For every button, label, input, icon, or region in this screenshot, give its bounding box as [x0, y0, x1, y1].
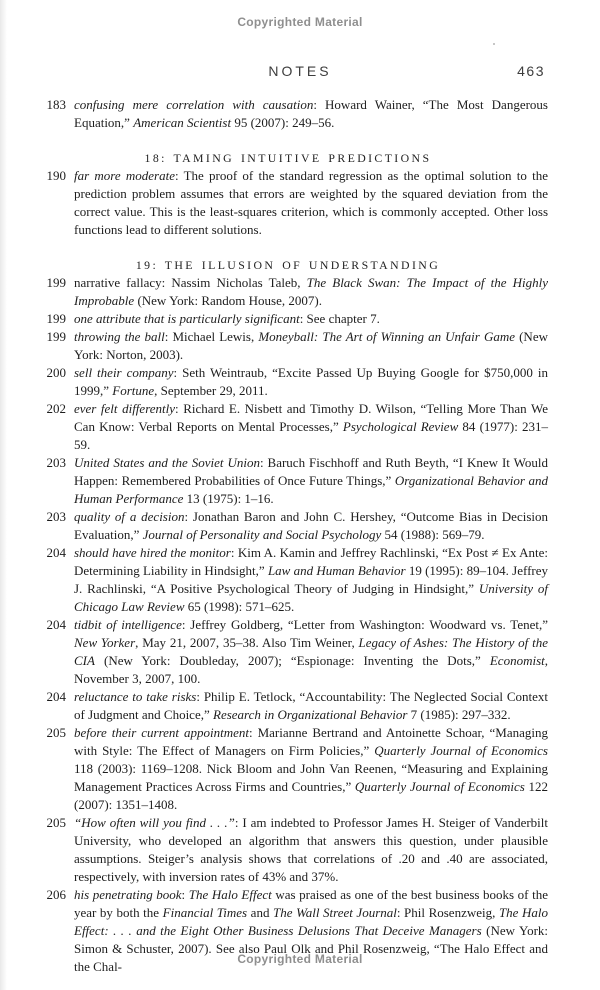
entry-page-ref: 199 [46, 311, 66, 326]
entry-page-ref: 203 [46, 509, 66, 524]
running-head [0, 63, 600, 81]
entry-text: ever felt differently: Richard E. Nisbett and Timothy D. Wilson, “Telling More Than We Can Know: Verbal Reports on Mental Processes,” Psychological Review 84 (1977): 231–59. [74, 401, 548, 452]
entry-text: sell their company: Seth Weintraub, “Excite Passed Up Buying Google for $750,000 in 1999,” Fortune, September 29, 2011. [74, 365, 548, 398]
note-entry [28, 724, 548, 814]
note-entry [28, 814, 548, 886]
entry-page-ref: 205 [46, 725, 66, 740]
entry-text: tidbit of intelligence: Jeffrey Goldberg, “Letter from Washington: Woodward vs. Tenet,” New Yorker, May 21, 2007, 35–38. Also Tim Weiner, Legacy of Ashes: The History of the CIA (New York: Doubleday, 2007); “Espionage: Inventing the Dots,” Economist, November 3, 2007, 100. [74, 617, 548, 686]
entry-text: “How often will you find . . .”: I am indebted to Professor James H. Steiger of Vanderbilt University, who developed an algorithm that answers this question, under plausible assumptions. Steiger’s analysis shows that correlations of .20 and .40 are associated, respectively, with inversion rates of 43% and 37%. [74, 815, 549, 884]
page-title: NOTES [268, 63, 332, 79]
entry-text: should have hired the monitor: Kim A. Kamin and Jeffrey Rachlinski, “Ex Post ≠ Ex Ante: Determining Liability in Hindsight,” Law and Human Behavior 19 (1995): 89–104. Jeffrey J. Rachlinski, “A Positive Psychological Theory of Judging in Hindsight,” University of Chicago Law Review 65 (1998): 571–625. [74, 545, 549, 614]
entry-text: reluctance to take risks: Philip E. Tetlock, “Accountability: The Neglected Social Context of Judgment and Choice,” Research in Organizational Behavior 7 (1985): 297–332. [74, 689, 549, 722]
entry-page-ref: 183 [46, 97, 66, 112]
note-entry [28, 167, 548, 239]
note-entry [28, 328, 548, 364]
entry-text: United States and the Soviet Union: Baruch Fischhoff and Ruth Beyth, “I Knew It Would Happen: Remembered Probabilities of Once Future Things,” Organizational Behavior and Human Performance 13 (1975): 1–16. [74, 455, 548, 506]
note-entry [28, 364, 548, 400]
section-heading: 19: THE ILLUSION OF UNDERSTANDING [135, 258, 441, 272]
entry-page-ref: 204 [46, 545, 66, 560]
entry-page-ref: 199 [46, 329, 66, 344]
entry-page-ref: 204 [46, 617, 66, 632]
entry-page-ref: 190 [46, 168, 66, 183]
entry-page-ref: 202 [46, 401, 66, 416]
scan-speck [493, 43, 495, 45]
note-entry [28, 96, 548, 132]
page-number: 463 [517, 63, 545, 79]
note-entry [28, 508, 548, 544]
entry-text: far more moderate: The proof of the standard regression as the optimal solution to the prediction problem assumes that errors are weighted by the squared deviation from the correct value. This is the least-squares criterion, which is commonly accepted. Other loss functions lead to different solutions. [74, 168, 548, 237]
entry-text: before their current appointment: Marianne Bertrand and Antoinette Schoar, “Managing with Style: The Effect of Managers on Firm Policies,” Quarterly Journal of Economics 118 (2003): 1169–1208. Nick Bloom and John Van Reenen, “Measuring and Explaining Management Practices Across Firms and Countries,” Quarterly Journal of Economics 122 (2007): 1351–1408. [74, 725, 549, 812]
entry-text: his penetrating book: The Halo Effect was praised as one of the best business books of the year by both the Financial Times and The Wall Street Journal: Phil Rosenzweig, The Halo Effect: . . . and the Eight Other Business Delusions That Deceive Managers (New York: Simon & Schuster, 2007). See also Paul Olk and Phil Rosenzweig, “The Halo Effect and the Chal- [74, 887, 549, 974]
notes-list [0, 96, 600, 976]
entry-text: quality of a decision: Jonathan Baron and John C. Hershey, “Outcome Bias in Decision Evaluation,” Journal of Personality and Social Psychology 54 (1988): 569–79. [74, 509, 549, 542]
note-entry [28, 454, 548, 508]
entry-page-ref: 199 [46, 275, 66, 290]
entry-page-ref: 203 [46, 455, 66, 470]
note-entry [28, 274, 548, 310]
copyright-notice-bottom: Copyrighted Material [237, 952, 363, 966]
entry-text: throwing the ball: Michael Lewis, Moneyball: The Art of Winning an Unfair Game (New York: Norton, 2003). [74, 329, 548, 362]
note-entry [28, 688, 548, 724]
copyright-notice-top: Copyrighted Material [237, 15, 363, 29]
note-entry [28, 616, 548, 688]
entry-page-ref: 205 [46, 815, 66, 830]
note-entry [28, 310, 548, 328]
entry-page-ref: 206 [46, 887, 66, 902]
entry-page-ref: 204 [46, 689, 66, 704]
entry-text: one attribute that is particularly significant: See chapter 7. [74, 311, 380, 326]
entry-text: confusing mere correlation with causation: Howard Wainer, “The Most Dangerous Equation,” American Scientist 95 (2007): 249–56. [74, 97, 548, 130]
section-heading: 18: TAMING INTUITIVE PREDICTIONS [144, 151, 432, 165]
entry-page-ref: 200 [46, 365, 66, 380]
note-entry [28, 544, 548, 616]
entry-text: narrative fallacy: Nassim Nicholas Taleb, The Black Swan: The Impact of the Highly Improbable (New York: Random House, 2007). [74, 275, 548, 308]
note-entry [28, 400, 548, 454]
